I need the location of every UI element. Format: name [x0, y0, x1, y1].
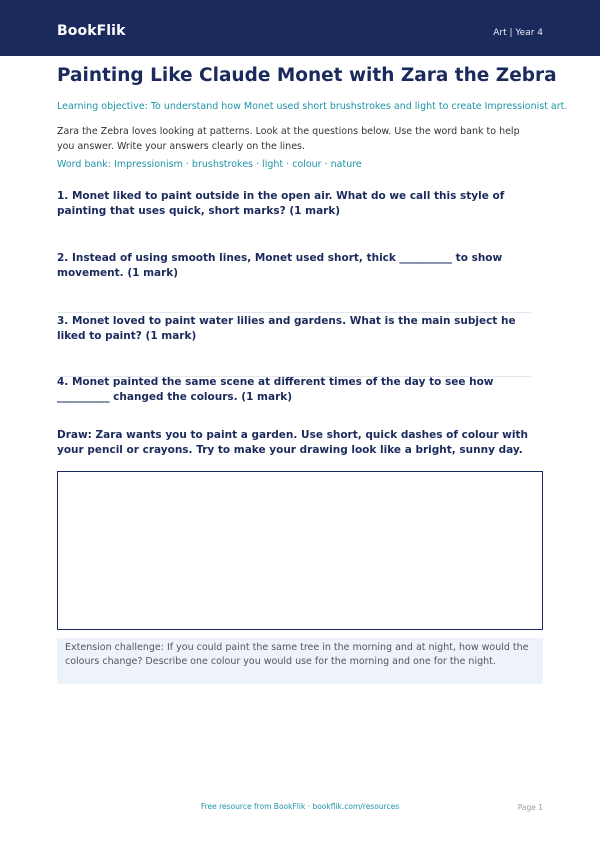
footer-text: Free resource from BookFlik · bookflik.com/resources — [200, 802, 400, 811]
brand-logo-text: BookFlik — [57, 23, 126, 39]
word-bank: Word bank: Impressionism · brushstrokes · light · colour · nature — [57, 159, 362, 170]
question-3: 3. Monet loved to paint water lilies and gardens. What is the main subject he liked to paint? (1 mark) — [57, 315, 516, 342]
extension-challenge: Extension challenge: If you could paint the same tree in the morning and at night, how would the colours change? Describe one colour you would use for the morning and one for the night. — [57, 638, 543, 684]
page-number: Page 1 — [517, 803, 543, 812]
intro-text: Zara the Zebra loves looking at patterns. Look at the questions below. Use the word bank to help you answer. Write your answers clearly on the lines. — [57, 126, 520, 152]
subject-year-label: Art | Year 4 — [493, 28, 543, 38]
drawing-box[interactable] — [57, 471, 543, 630]
page-header — [0, 0, 600, 56]
answer-line — [57, 312, 531, 313]
question-2: 2. Instead of using smooth lines, Monet used short, thick __________ to show movement. (1 mark) — [57, 252, 503, 279]
draw-prompt: Draw: Zara wants you to paint a garden. Use short, quick dashes of colour with your pencil or crayons. Try to make your drawing look like a bright, sunny day. — [57, 429, 528, 456]
question-4: 4. Monet painted the same scene at different times of the day to see how __________ changed the colours. (1 mark) — [57, 376, 494, 403]
question-1: 1. Monet liked to paint outside in the open air. What do we call this style of painting that uses quick, short marks? (1 mark) — [57, 190, 505, 217]
learning-objective: Learning objective: To understand how Monet used short brushstrokes and light to create Impressionist art. — [57, 101, 568, 112]
worksheet-title: Painting Like Claude Monet with Zara the Zebra — [57, 65, 557, 86]
